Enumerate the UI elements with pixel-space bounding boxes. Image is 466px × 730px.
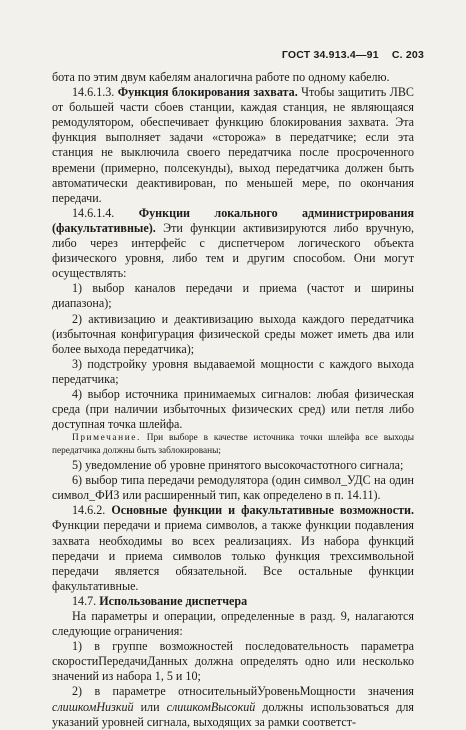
section-title: Основные функции и факультативные возможности. — [111, 503, 414, 518]
note — [52, 432, 414, 457]
section-text: Функции передачи и приема символов, а также функции подавления захвата необходимы во всех реализациях. Из набора функций передачи и приема символов только функция трехсимвольной передачи является обязательной. Все остальные функции факультативные. — [52, 518, 414, 593]
page-header — [282, 49, 424, 61]
note-text: При выборе в качестве источника точки шлейфа все выходы передатчика должны быть заблокированы; — [52, 433, 415, 456]
section-14-6-1-3 — [52, 85, 414, 206]
section-text: Эти функции активизируются либо вручную, либо через интерфейс с диспетчером логического объекта физического уровня, либо тем и другим способом. Они могут осуществлять: — [52, 220, 415, 281]
list-item: 6) выбор типа передачи ремодулятора (один символ_УДС на один символ_ФИЗ или расширенный тип, как определено в п. 14.11). — [52, 473, 414, 503]
section-14-7 — [52, 594, 414, 609]
section-number: 14.6.1.3. — [72, 85, 115, 100]
list-item: 2) активизацию и деактивизацию выхода каждого передатчика (избыточная конфигурация физической среды может иметь два или более выхода передатчика); — [52, 311, 414, 356]
list-item: 1) выбор каналов передачи и приема (частот и ширины диапазона); — [52, 281, 414, 311]
list-item: 5) уведомление об уровне принятого высокочастотного сигнала; — [72, 458, 404, 473]
note-label: Примечание. — [72, 433, 141, 444]
section-number: 14.7. — [72, 593, 97, 608]
standard-number: ГОСТ 34.913.4—91 — [281, 49, 379, 61]
list-item-text: или — [133, 699, 167, 714]
paragraph: На параметры и операции, определенные в разд. 9, налагаются следующие ограничения: — [52, 609, 414, 639]
page-number: С. 203 — [391, 49, 424, 61]
list-item — [52, 684, 414, 729]
list-item-text: должны использоваться для указаний уровней сигнала, выходящих за рамки соответст- — [52, 699, 414, 729]
section-14-6-1-4 — [52, 206, 414, 281]
section-title: Использование диспетчера — [99, 593, 248, 608]
section-text: Чтобы защитить ЛВС от большей части сбоев станции, каждая станция, не являющаяся ремодулятором, обеспечивает функцию блокирования захвата. Эта функция выполняет задачи «сторожа» в передатчике; если эта станция не выключила своего передатчика после просроченного времени (примерно, полсекунды), выход передатчика должен быть автоматически деактивирован, по меньшей мере, по окончания передачи. — [52, 85, 414, 205]
section-14-6-2 — [52, 503, 414, 594]
paragraph: бота по этим двум кабелям аналогична работе по одному кабелю. — [52, 70, 390, 84]
page-body — [52, 70, 414, 730]
section-title: Функции локального администрирования (факультативные). — [52, 205, 414, 235]
list-item-text: 2) в параметре относительныйУровеньМощности значения — [72, 684, 414, 699]
section-title: Функция блокирования захвата. — [117, 85, 298, 100]
list-item: 4) выбор источника принимаемых сигналов: любая физическая среда (при наличии избыточных физических сред) или петля либо доступная точка шлейфа. — [52, 386, 414, 432]
italic-term: слишкомНизкий — [52, 699, 134, 714]
list-item: 3) подстройку уровня выдаваемой мощности с каждого выхода передатчика; — [52, 356, 414, 386]
section-number: 14.6.2. — [72, 503, 106, 518]
list-item: 1) в группе возможностей последовательность параметра скоростиПередачиДанных должна определять одно или несколько значений из набора 1, 5 и 10; — [52, 639, 414, 684]
italic-term: слишкомВысокий — [166, 699, 256, 714]
section-number: 14.6.1.4. — [72, 205, 115, 220]
